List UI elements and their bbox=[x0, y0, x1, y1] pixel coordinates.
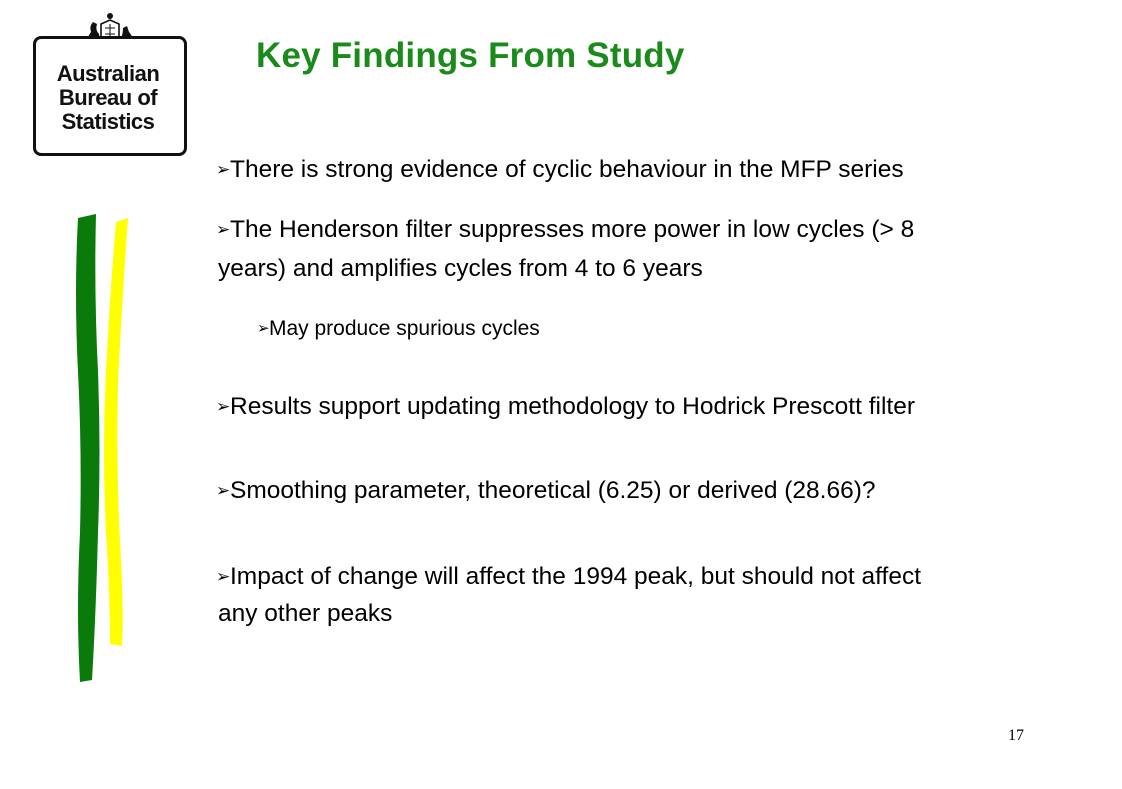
bullet-text: Impact of change will affect the 1994 peak, but should not affect bbox=[230, 563, 922, 590]
bullet-1 bbox=[216, 154, 904, 186]
slide-title: Key Findings From Study bbox=[256, 36, 685, 75]
bullet-5 bbox=[216, 561, 921, 593]
bullet-5-continuation bbox=[218, 598, 392, 630]
bullet-text: The Henderson filter suppresses more power in low cycles (> 8 bbox=[230, 216, 915, 243]
arrow-bullet-icon: ➢ bbox=[216, 220, 231, 239]
bullet-text: any other peaks bbox=[218, 600, 393, 627]
bullet-text: There is strong evidence of cyclic behaviour in the MFP series bbox=[230, 156, 904, 183]
page-number: 17 bbox=[1008, 727, 1024, 744]
sub-bullet-1 bbox=[257, 313, 540, 345]
bullet-text: Results support updating methodology to Hodrick Prescott filter bbox=[230, 393, 915, 420]
abs-logo bbox=[31, 12, 187, 156]
arrow-bullet-icon: ➢ bbox=[257, 320, 270, 337]
arrow-bullet-icon: ➢ bbox=[216, 160, 231, 179]
yellow-stripe bbox=[104, 218, 128, 646]
logo-wordmark bbox=[31, 62, 185, 134]
bullet-text: May produce spurious cycles bbox=[269, 317, 540, 340]
decorative-stripes bbox=[68, 212, 138, 686]
green-stripe bbox=[76, 214, 100, 682]
bullet-3 bbox=[216, 391, 915, 423]
bullet-text: Smoothing parameter, theoretical (6.25) or derived (28.66)? bbox=[230, 477, 876, 504]
logo-line-3: Statistics bbox=[61, 109, 155, 134]
logo-line-2: Bureau of bbox=[58, 85, 158, 110]
bullet-2 bbox=[216, 214, 914, 246]
bullet-4 bbox=[216, 475, 876, 507]
arrow-bullet-icon: ➢ bbox=[216, 397, 231, 416]
bullet-2-continuation bbox=[218, 253, 703, 285]
bullet-text: years) and amplifies cycles from 4 to 6 years bbox=[218, 255, 703, 282]
arrow-bullet-icon: ➢ bbox=[216, 567, 231, 586]
logo-line-1: Australian bbox=[56, 61, 160, 86]
arrow-bullet-icon: ➢ bbox=[216, 481, 231, 500]
